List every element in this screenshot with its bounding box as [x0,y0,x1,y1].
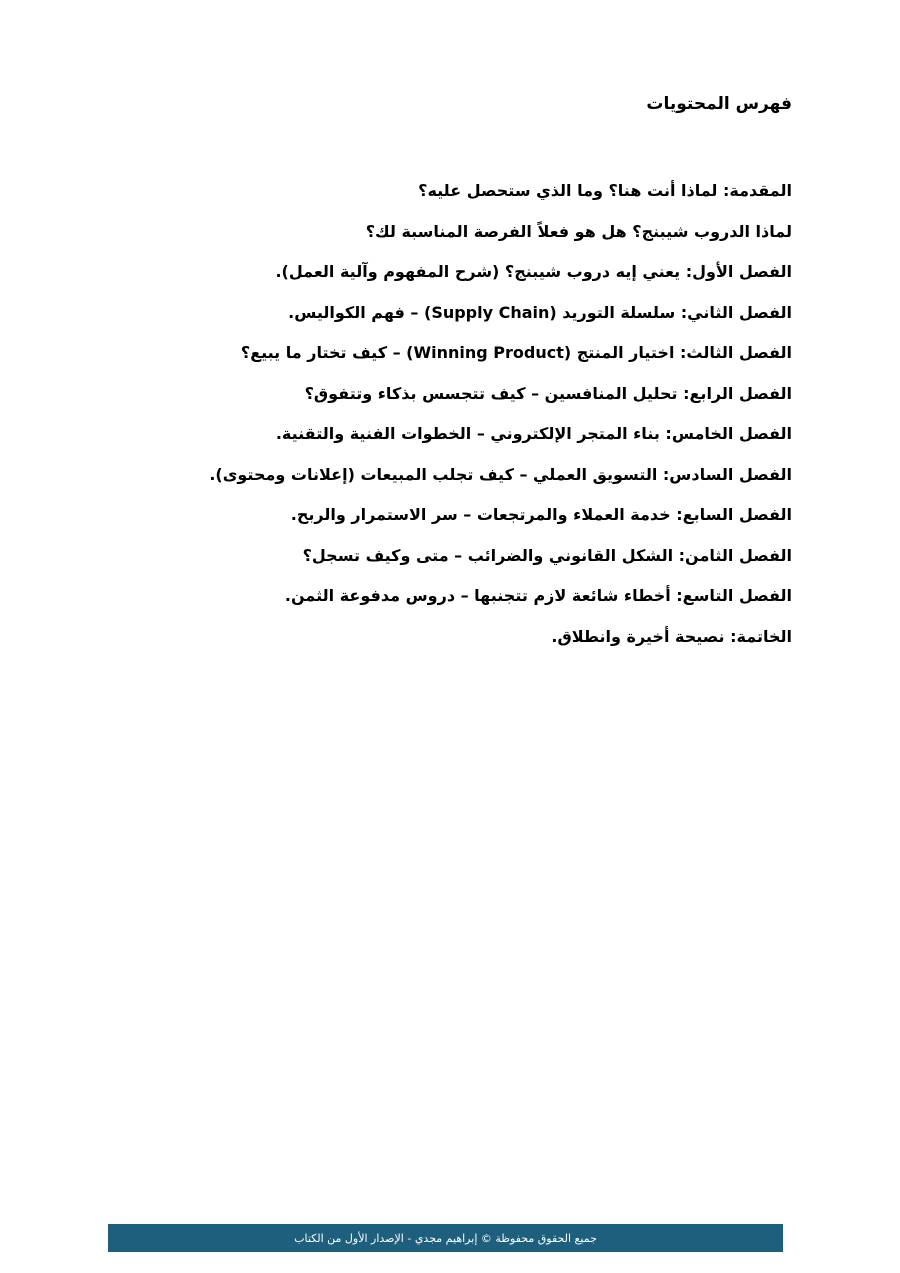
toc-title: فهرس المحتويات [646,94,792,114]
toc-item-why-dropshipping: لماذا الدروب شيبنج؟ هل هو فعلاً الفرصة المناسبة لك؟ [365,221,792,241]
copyright-text: جميع الحقوق محفوظة © إبراهيم مجدي - الإصدار الأول من الكتاب [294,1231,597,1245]
toc-item-chapter-5: الفصل الخامس: بناء المتجر الإلكتروني – الخطوات الفنية والتقنية. [275,424,792,443]
toc-item-chapter-4: الفصل الرابع: تحليل المنافسين – كيف تتجسس بذكاء وتتفوق؟ [304,383,792,403]
toc-item-chapter-3: الفصل الثالث: اختيار المنتج (Winning Product) – كيف تختار ما يبيع؟ [240,343,792,362]
toc-item-chapter-7: الفصل السابع: خدمة العملاء والمرتجعات – سر الاستمرار والربح. [290,505,792,524]
toc-item-conclusion: الخاتمة: نصيحة أخيرة وانطلاق. [551,626,792,646]
toc-list [92,176,792,662]
toc-item-chapter-6: الفصل السادس: التسويق العملي – كيف تجلب المبيعات (إعلانات ومحتوى). [209,464,792,484]
copyright-footer [108,1224,783,1252]
toc-item-chapter-9: الفصل التاسع: أخطاء شائعة لازم تتجنبها – دروس مدفوعة الثمن. [284,586,792,605]
toc-item-chapter-1: الفصل الأول: يعني إيه دروب شيبنج؟ (شرح المفهوم وآلية العمل). [275,262,792,281]
toc-item-introduction: المقدمة: لماذا أنت هنا؟ وما الذي ستحصل عليه؟ [418,181,792,200]
toc-item-chapter-2: الفصل الثاني: سلسلة التوريد (Supply Chain) – فهم الكواليس. [288,302,792,322]
toc-item-chapter-8: الفصل الثامن: الشكل القانوني والضرائب – متى وكيف تسجل؟ [302,545,792,565]
